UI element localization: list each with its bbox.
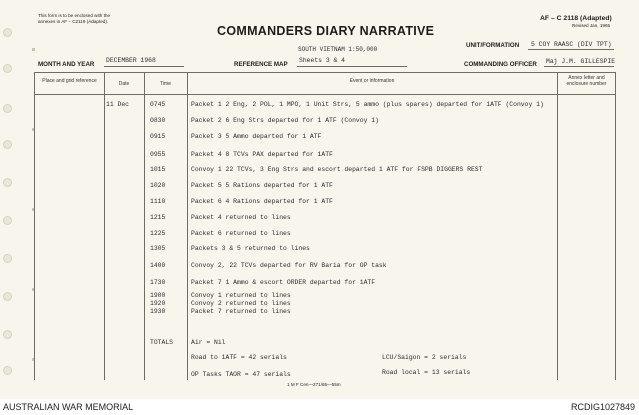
- table-top-rule: [34, 72, 615, 73]
- entry-time: 1930: [150, 308, 166, 315]
- column-divider: [187, 72, 188, 380]
- entry-text: Convoy 2 returned to lines: [191, 300, 291, 307]
- map-ref-value: SOUTH VIETNAM 1:50,000: [298, 46, 378, 53]
- totals-road: Road to 1ATF = 42 serials: [191, 354, 287, 361]
- entry-text: Packet 4 returned to lines: [191, 214, 291, 221]
- entry-text: Packets 3 & 5 returned to lines: [191, 245, 310, 252]
- entry-time: 0915: [150, 133, 166, 140]
- entry-time: 1020: [150, 182, 166, 189]
- commanding-officer-value: Maj J.M. GILLESPIE: [546, 58, 616, 65]
- month-year-value: DECEMBER 1968: [106, 57, 156, 64]
- entry-text: Packet 4 8 TCVs PAX departed for 1ATF: [191, 151, 333, 158]
- archive-footer: [0, 399, 639, 415]
- entry-text: Packet 3 5 Ammo departed for 1 ATF: [191, 133, 322, 140]
- punch-hole: [3, 254, 12, 263]
- punch-hole: [3, 178, 12, 187]
- column-divider: [557, 72, 558, 380]
- page-title: COMMANDERS DIARY NARRATIVE: [217, 24, 435, 38]
- entry-text: Packet 2 6 Eng Strs departed for 1 ATF (Convoy 1): [191, 117, 379, 124]
- column-header-annex: Annex letter and enclosure number: [566, 75, 607, 87]
- form-revised: Revised Jan, 1965: [572, 23, 611, 28]
- totals-lcu: LCU/Saigon = 2 serials: [382, 354, 467, 361]
- punch-hole: [3, 216, 12, 225]
- month-year-label: MONTH AND YEAR: [38, 61, 95, 68]
- entry-time: 0745: [150, 101, 166, 108]
- archive-reference: RCDIG1027849: [570, 402, 635, 412]
- column-header-time: Time: [160, 81, 171, 87]
- unit-label: UNIT/FORMATION: [466, 42, 520, 49]
- entry-time: 1305: [150, 245, 166, 252]
- entry-time: 1110: [150, 198, 166, 205]
- month-year-underline: [104, 66, 184, 67]
- entry-text: Packet 6 4 Rations departed for 1 ATF: [191, 198, 333, 205]
- form-note-line: This form is to be enclosed with the: [38, 13, 111, 18]
- entry-date: 11 Dec: [106, 101, 130, 108]
- column-divider: [104, 72, 105, 380]
- totals-label: TOTALS: [150, 339, 174, 346]
- entry-time: 1225: [150, 230, 166, 237]
- binding-mark: [32, 48, 35, 51]
- commanding-officer-underline: [544, 66, 614, 67]
- punch-hole: [3, 140, 12, 149]
- entry-text: Convoy 1 22 TCVs, 3 Eng Strs and escort departed 1 ATF for FSPB DIGGERS REST: [191, 166, 483, 173]
- entry-time: 0830: [150, 117, 166, 124]
- entry-time: 1400: [150, 262, 166, 269]
- archive-name: AUSTRALIAN WAR MEMORIAL: [3, 402, 134, 412]
- reference-map-underline: [297, 66, 407, 67]
- punch-hole: [3, 292, 12, 301]
- printer-line: 1 M F Cen—271/65—55m: [287, 382, 341, 387]
- unit-value: 5 COY RAASC (DIV TPT): [531, 41, 612, 48]
- entry-time: 1730: [150, 279, 166, 286]
- entry-text: Packet 1 2 Eng, 2 POL, 1 MPO, 1 Unit Strs, 5 ammo (plus spares) departed for 1ATF (Convoy 1): [191, 101, 544, 108]
- table-header-rule: [34, 94, 615, 95]
- punch-hole: [3, 366, 12, 375]
- totals-air: Air = Nil: [191, 339, 226, 346]
- punch-hole: [3, 28, 12, 37]
- column-header-event: Event or information: [349, 78, 395, 84]
- entry-text: Convoy 1 returned to lines: [191, 292, 291, 299]
- entry-time: 1920: [150, 300, 166, 307]
- column-divider: [34, 72, 35, 380]
- punch-hole: [3, 330, 12, 339]
- totals-road-local: Road local = 13 serials: [382, 369, 471, 376]
- entry-time: 1900: [150, 292, 166, 299]
- column-divider: [144, 72, 145, 380]
- entry-text: Packet 5 5 Rations departed for 1 ATF: [191, 182, 333, 189]
- commanding-officer-label: COMMANDING OFFICER: [464, 61, 537, 68]
- form-code: AF – C 2118 (Adapted): [540, 15, 612, 22]
- column-divider: [615, 72, 616, 380]
- punch-hole: [3, 64, 12, 73]
- reference-map-value: Sheets 3 & 4: [299, 57, 346, 64]
- entry-text: Convoy 2, 22 TCVs departed for RV Baria for OP task: [191, 262, 387, 269]
- entry-text: Packet 6 returned to lines: [191, 230, 291, 237]
- form-note-line: annexes in AF – C2119 (Adapted).: [38, 18, 109, 24]
- column-header-place: Place and grid reference: [42, 78, 97, 84]
- entry-text: Packet 7 1 Ammo & escort ORDER departed for 1ATF: [191, 279, 376, 286]
- column-header-date: Date: [118, 81, 130, 87]
- form-note: [38, 13, 110, 24]
- entry-time: 1215: [150, 214, 166, 221]
- entry-time: 0955: [150, 151, 166, 158]
- unit-underline: [528, 49, 614, 50]
- entry-time: 1015: [150, 166, 166, 173]
- punch-hole: [3, 104, 12, 113]
- entry-text: Packet 7 returned to lines: [191, 308, 291, 315]
- totals-op-tasks: OP Tasks TAOR = 47 serials: [191, 371, 291, 378]
- reference-map-label: REFERENCE MAP: [234, 61, 288, 68]
